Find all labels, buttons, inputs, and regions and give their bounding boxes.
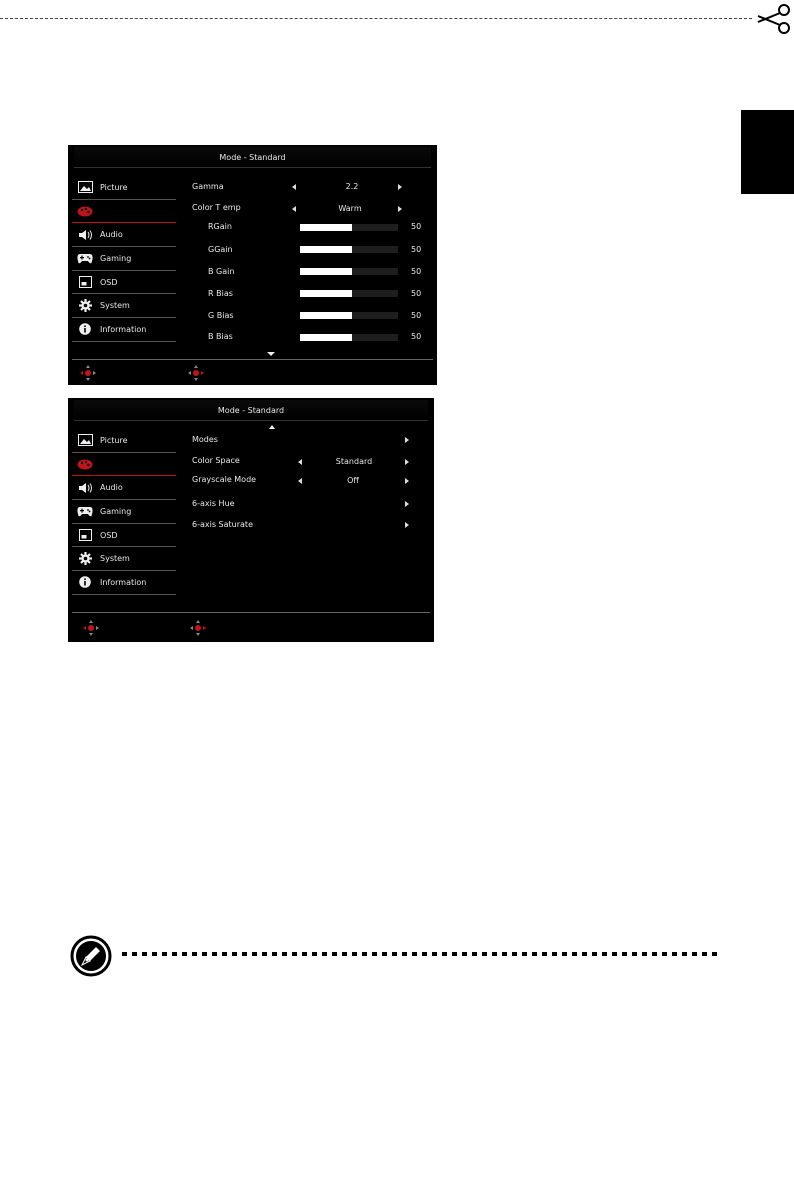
scroll-up-arrow-icon[interactable] [269,425,275,429]
osd-sidebar [72,429,176,595]
six-axis-hue-right-arrow-icon[interactable] [405,501,409,507]
color-palette-icon [77,205,93,217]
color-temp-value[interactable]: Warm [338,204,362,213]
osd-color-menu-page2 [68,398,434,642]
gamepad-icon [77,252,93,264]
grayscale-left-arrow-icon[interactable] [298,478,302,484]
note-divider [122,952,722,956]
six-axis-hue-label[interactable]: 6-axis Hue [192,499,235,508]
b-bias-label: B Bias [208,332,233,341]
sidebar-item-label: Audio [100,483,123,493]
note-icon [70,935,112,977]
g-gain-value: 50 [411,245,422,254]
g-gain-slider[interactable] [300,246,398,253]
sidebar-item-label: OSD [100,277,118,287]
six-axis-saturate-right-arrow-icon[interactable] [405,522,409,528]
six-axis-saturate-label[interactable]: 6-axis Saturate [192,520,253,529]
slider-fill [300,312,352,319]
sidebar-item-information[interactable] [72,318,176,342]
r-bias-label: R Bias [208,289,233,298]
g-bias-value: 50 [411,311,422,320]
b-gain-value: 50 [411,267,422,276]
scissors-icon [754,0,794,40]
grayscale-mode-value[interactable]: Off [347,476,359,485]
sidebar-item-osd[interactable] [72,524,176,548]
grayscale-mode-label: Grayscale Mode [192,475,257,484]
sidebar-item-label: System [100,554,130,564]
color-temp-left-arrow-icon[interactable] [292,206,296,212]
r-gain-slider[interactable] [300,224,398,231]
slider-fill [300,224,352,231]
color-temp-right-arrow-icon[interactable] [398,206,402,212]
r-gain-label: RGain [208,222,232,231]
sidebar-item-picture[interactable] [72,429,176,453]
sidebar-item-label: Gaming [100,506,132,516]
sidebar-item-audio[interactable] [72,223,176,247]
language-side-tab [741,110,794,194]
osd-sidebar [72,176,176,342]
footer-divider [72,612,430,613]
joystick-select-icon [189,619,207,637]
osd-color-menu-page1 [68,145,437,385]
gear-icon [77,300,93,312]
g-bias-label: G Bias [208,311,234,320]
speaker-icon [77,229,93,241]
modes-right-arrow-icon[interactable] [405,437,409,443]
sidebar-item-system[interactable] [72,294,176,318]
sidebar-item-label: Picture [100,435,128,445]
joystick-nav-icon [79,364,97,382]
osd-icon [77,529,93,541]
cut-line [0,18,752,19]
picture-icon [77,434,93,446]
sidebar-item-gaming[interactable] [72,500,176,524]
info-icon [77,323,93,335]
gamma-label: Gamma [192,182,224,191]
r-bias-value: 50 [411,289,422,298]
sidebar-item-color[interactable] [72,200,176,224]
osd-title: Mode - Standard [219,153,286,162]
joystick-nav-icon [82,619,100,637]
sidebar-item-label: System [100,301,130,311]
joystick-select-icon [187,364,205,382]
sidebar-item-label: Gaming [100,253,132,263]
b-bias-value: 50 [411,332,422,341]
sidebar-item-label: Information [100,577,147,587]
b-gain-label: B Gain [208,267,235,276]
sidebar-item-label: Information [100,324,147,334]
gear-icon [77,553,93,565]
r-gain-value: 50 [411,222,422,231]
gamma-left-arrow-icon[interactable] [292,184,296,190]
osd-title: Mode - Standard [217,406,285,415]
grayscale-right-arrow-icon[interactable] [405,478,409,484]
speaker-icon [77,482,93,494]
modes-label[interactable]: Modes [192,435,218,444]
sidebar-item-audio[interactable] [72,476,176,500]
slider-fill [300,334,352,341]
sidebar-item-gaming[interactable] [72,247,176,271]
gamma-right-arrow-icon[interactable] [398,184,402,190]
slider-fill [300,268,352,275]
footer-divider [72,359,433,360]
color-temp-label: Color T emp [192,203,241,212]
g-bias-slider[interactable] [300,312,398,319]
color-space-label: Color Space [192,456,240,465]
slider-fill [300,246,352,253]
r-bias-slider[interactable] [300,290,398,297]
b-bias-slider[interactable] [300,334,398,341]
picture-icon [77,181,93,193]
sidebar-item-color[interactable] [72,453,176,477]
color-space-value[interactable]: Standard [335,457,373,466]
sidebar-item-picture[interactable] [72,176,176,200]
sidebar-item-osd[interactable] [72,271,176,295]
gamepad-icon [77,505,93,517]
g-gain-label: GGain [208,245,233,254]
osd-icon [77,276,93,288]
scroll-down-arrow-icon[interactable] [267,352,275,356]
color-space-left-arrow-icon[interactable] [298,459,302,465]
sidebar-item-information[interactable] [72,571,176,595]
slider-fill [300,290,352,297]
sidebar-item-label: OSD [100,530,118,540]
b-gain-slider[interactable] [300,268,398,275]
info-icon [77,576,93,588]
sidebar-item-label: Audio [100,230,123,240]
color-space-right-arrow-icon[interactable] [405,459,409,465]
gamma-value[interactable]: 2.2 [345,182,359,191]
color-palette-icon [77,458,93,470]
sidebar-item-label: Picture [100,182,128,192]
sidebar-item-system[interactable] [72,547,176,571]
